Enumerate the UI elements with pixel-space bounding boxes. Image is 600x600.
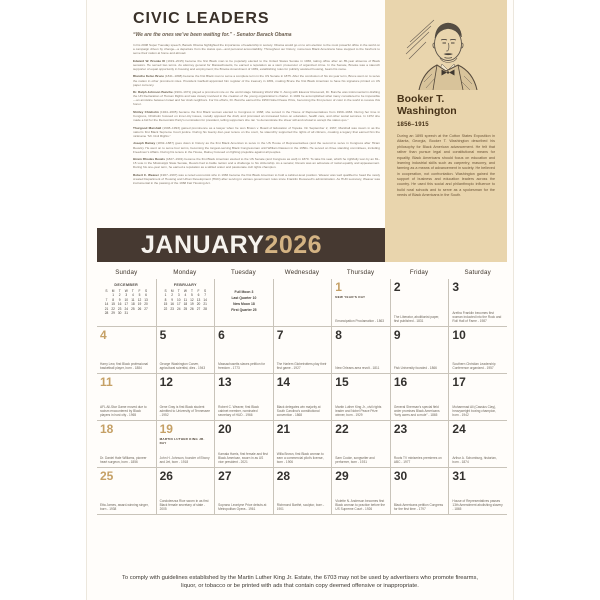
day-note: Willa Brown, first Black woman to earn a commercial pilot’s license, born - 1906 xyxy=(276,452,324,465)
day-note: Emancipation Proclamation - 1863 xyxy=(335,319,385,324)
calendar-cell xyxy=(156,279,215,326)
day-note: Black delegates win majority at South Carolina’s constitutional convention - 1868 xyxy=(276,405,321,418)
mini-calendar-grid xyxy=(100,289,153,317)
leader-name: Booker T. Washington xyxy=(397,93,457,117)
mini-calendar-cell: 26 xyxy=(137,306,142,311)
mini-calendar-cell xyxy=(136,311,143,316)
mini-calendar-cell: 14 xyxy=(104,302,109,307)
day-note: Richmond Barthé, sculptor, born - 1901 xyxy=(276,503,325,512)
mini-calendar-cell: 11 xyxy=(131,297,135,302)
calendar-cell-31 xyxy=(448,468,507,514)
calendar-cell-15 xyxy=(331,374,390,420)
calendar-page xyxy=(86,0,514,600)
civic-profile: Edward W. Brooke III (1919–2015) became the first Black man to be popularly elected to the United States Senate in 1966, taking office after an 85-year absence of Black senators. He served two terms. As attorney general for Massachusetts, he earned a reputation as a stern prosecutor of organized crime. In the Senate, Brooke was a staunch supporter of equal opportunity in housing and employment; the Brooke Amendment of 1969, establishing rules for publicly assisted housing, bears his name. xyxy=(133,58,380,71)
mini-calendar-title: DECEMBER xyxy=(114,283,139,287)
day-number: 28 xyxy=(276,469,291,483)
day-number: 13 xyxy=(218,375,232,389)
day-number: 24 xyxy=(452,422,466,436)
mini-calendar-cell: 9 xyxy=(118,297,121,302)
mini-calendar-cell: 3 xyxy=(177,293,180,298)
day-note: General Sherman’s special field order promises Black Americans “forty acres and a mule” - 1865 xyxy=(393,405,440,418)
day-note: Harry Lew, first Black professional basketball player, born - 1884 xyxy=(100,362,149,371)
calendar-cell-2 xyxy=(390,279,449,326)
month-banner xyxy=(97,228,385,262)
mini-calendar-cell xyxy=(143,311,150,316)
day-number: 7 xyxy=(276,328,284,342)
day-number: 11 xyxy=(100,375,113,389)
civic-profile: Hiram Rhodes Revels (1827–1901) became the first Black American elected to the US Senate (and Congress as well) in 1870. To take his seat, which he rightfully won by an 81–15 vote in the Mississippi State Senate, Revels had to battle racism and a challenge to his citizenship. As a senator, Revels was an advocate of racial equality and appeasement. During his one-year term, he earned a reputation as a skilled orator and passionate civil rights champion. xyxy=(133,157,380,170)
calendar-cell-10 xyxy=(448,327,507,373)
calendar-cell-17 xyxy=(448,374,507,420)
day-note: House of Representatives passes 13th Amendment abolishing slavery - 1865 xyxy=(452,499,503,512)
mini-calendar-cell: 14 xyxy=(203,297,207,302)
mini-calendar xyxy=(160,281,212,311)
mini-calendar-cell: 27 xyxy=(196,306,201,311)
mini-calendar-cell: T xyxy=(190,288,193,293)
mini-calendar-cell: S xyxy=(144,288,148,293)
mini-calendar-cell: 8 xyxy=(112,297,114,302)
mini-calendar-cell: 19 xyxy=(137,302,142,307)
mini-calendar-cell: 7 xyxy=(204,293,207,298)
mini-calendar-cell: 11 xyxy=(183,297,187,302)
mini-calendar-cell: 19 xyxy=(190,302,194,307)
mini-calendar-cell: 28 xyxy=(104,311,109,316)
mini-calendar-cell: 2 xyxy=(118,293,121,298)
mini-calendar-cell: 10 xyxy=(124,297,129,302)
mini-calendar-cell: 17 xyxy=(124,302,129,307)
mini-calendar-cell: 9 xyxy=(171,297,174,302)
leader-dates: 1856–1915 xyxy=(397,122,429,129)
mini-calendar-cell: 27 xyxy=(144,306,148,311)
mini-calendar-cell: 1 xyxy=(112,293,114,298)
mini-calendar-cell: 28 xyxy=(203,306,207,311)
calendar-cell-28 xyxy=(273,468,332,514)
day-note: AFL All-Star Game moved due to racism encountered by Black players in host city - 1965 xyxy=(100,405,147,418)
mini-calendar-cell: 25 xyxy=(131,306,135,311)
mini-calendar-cell: 13 xyxy=(144,297,148,302)
mini-calendar-cell: F xyxy=(197,288,200,293)
mini-calendar-cell: 22 xyxy=(163,306,168,311)
day-note: Arthur A. Schomburg, historian, born - 1874 xyxy=(452,456,497,465)
booker-t-washington-portrait xyxy=(402,12,490,90)
mini-calendar-cell: W xyxy=(124,288,128,293)
mini-calendar-cell: 18 xyxy=(131,302,135,307)
day-note: Gene Gray is first Black student admitted to University of Tennessee - 1952 xyxy=(159,405,210,418)
mini-calendar-cell: 6 xyxy=(197,293,200,298)
day-note: Soprano Leontyne Price debuts at Metropolitan Opera - 1961 xyxy=(218,503,267,512)
day-note: Muhammad Ali (Cassius Clay), heavyweight boxing champion, born - 1942 xyxy=(452,405,497,418)
mini-calendar-cell: 23 xyxy=(117,306,122,311)
mini-calendar-cell xyxy=(130,311,137,316)
day-note: Violette N. Anderson becomes first Black woman to practice before the US Supreme Court - 1926 xyxy=(335,499,386,512)
day-note: The Liberator, abolitionist paper, first published - 1831 xyxy=(393,315,440,324)
week-row xyxy=(97,420,507,467)
weekday-label: Thursday xyxy=(346,269,375,276)
mini-calendar-cell: 16 xyxy=(170,302,174,307)
mini-calendar-cell: 12 xyxy=(137,297,142,302)
mini-calendar-cell: 23 xyxy=(170,306,174,311)
calendar-cell-13 xyxy=(214,374,273,420)
calendar-cell-14 xyxy=(273,374,332,420)
year-title: 2026 xyxy=(264,230,323,259)
mini-calendar-cell: 7 xyxy=(105,297,108,302)
mini-calendar-cell: 2 xyxy=(171,293,174,298)
calendar-cell-12 xyxy=(156,374,215,420)
calendar-weeks xyxy=(97,279,507,515)
day-note: Fisk University founded - 1866 xyxy=(393,366,437,371)
mini-calendar-cell: S xyxy=(204,288,207,293)
mini-calendar-cell: 30 xyxy=(117,311,122,316)
mini-calendar-cell: 16 xyxy=(117,302,122,307)
calendar-cell xyxy=(214,279,273,326)
calendar-grid xyxy=(97,266,507,515)
week-row xyxy=(97,373,507,420)
mini-calendar-cell: 29 xyxy=(111,311,115,316)
day-note: George Washington Carver, agricultural scientist, dies - 1943 xyxy=(159,362,206,371)
week-row xyxy=(97,326,507,373)
mini-calendar xyxy=(100,281,153,316)
calendar-cell-29 xyxy=(331,468,390,514)
mini-calendar-cell: 25 xyxy=(183,306,188,311)
day-number: 8 xyxy=(335,328,342,342)
calendar-cell-30 xyxy=(390,468,449,514)
day-number: 19 xyxy=(159,422,173,436)
mini-calendar-cell: 5 xyxy=(138,293,141,298)
moon-phase-line: First Quarter 25 xyxy=(231,308,257,312)
calendar-cell-21 xyxy=(273,421,332,467)
calendar-cell-25 xyxy=(97,468,156,514)
mini-calendar-cell: M xyxy=(111,288,115,293)
week-row xyxy=(97,467,507,514)
day-number: 18 xyxy=(100,422,114,436)
calendar-cell-18 xyxy=(97,421,156,467)
moon-phase-line: New Moon 18 xyxy=(233,302,255,306)
mini-calendar-cell: 1 xyxy=(164,293,167,298)
calendar-cell-22 xyxy=(331,421,390,467)
calendar-cell-11 xyxy=(97,374,156,420)
day-number: 17 xyxy=(452,375,466,389)
mini-calendar-cell: 15 xyxy=(111,302,115,307)
civic-profiles xyxy=(133,59,380,185)
obama-quote: “We are the ones we’ve been waiting for.” - Senator Barack Obama xyxy=(133,32,292,38)
calendar-cell-7 xyxy=(273,327,332,373)
day-number: 3 xyxy=(452,280,460,294)
day-note: Robert C. Weaver, first Black cabinet member, nominated secretary of HUD - 1966 xyxy=(218,405,259,418)
day-number: 9 xyxy=(393,328,401,342)
footer-line-1: To comply with guidelines established by the Martin Luther King Jr. Estate, the 6703 may not be used by advertisers who promote firearms, xyxy=(121,575,479,581)
day-note: Condoleezza Rice sworn in as first Black female secretary of state - 2005 xyxy=(159,499,209,512)
calendar-cell xyxy=(97,279,156,326)
mini-calendar-cell: 20 xyxy=(144,302,148,307)
calendar-cell-19 xyxy=(156,421,215,467)
mini-calendar-cell: 22 xyxy=(111,306,115,311)
day-number: 2 xyxy=(393,280,401,294)
mini-calendar-cell: T xyxy=(118,288,121,293)
civic-profile: Blanche Kelso Bruce (1841–1898) became the first Black man to serve a complete term in the US Senate in 1875. After the conclusion of his six-year term, Bruce went on to serve the nation in other prominent roles. President Garfield appointed him register of the treasury in 1881, making Bruce the first Black American to have his signature printed on US paper currency. xyxy=(133,74,381,87)
day-number: 15 xyxy=(335,375,349,389)
calendar-cell-1 xyxy=(331,279,390,326)
calendar-cell-26 xyxy=(156,468,215,514)
day-note: Aretha Franklin becomes first woman inducted into the Rock and Roll Hall of Fame - 1987 xyxy=(452,311,502,324)
calendar-cell-16 xyxy=(390,374,449,420)
day-note: Roots TV miniseries premieres on ABC - 1977 xyxy=(393,456,442,465)
mini-calendar-cell: 31 xyxy=(124,311,129,316)
day-number: 10 xyxy=(452,328,466,342)
mini-calendar-cell: 6 xyxy=(145,293,147,298)
mini-calendar-cell: T xyxy=(131,288,134,293)
month-title: JANUARY xyxy=(141,230,265,259)
calendar-cell-3 xyxy=(448,279,507,326)
mini-calendar-cell: S xyxy=(105,288,108,293)
mini-calendar-cell: 12 xyxy=(190,297,194,302)
mini-calendar-cell: 20 xyxy=(196,302,201,307)
day-number: 4 xyxy=(100,328,107,342)
day-note: The Harlem Globetrotters play their first game - 1927 xyxy=(276,362,327,371)
weekday-label: Monday xyxy=(173,269,197,276)
day-number: 12 xyxy=(159,375,173,389)
day-number: 1 xyxy=(335,280,342,294)
mini-calendar-cell: S xyxy=(164,288,167,293)
calendar-cell-9 xyxy=(390,327,449,373)
mini-calendar-cell: 5 xyxy=(191,293,193,298)
mini-calendar-cell: 18 xyxy=(183,302,188,307)
calendar-cell-8 xyxy=(331,327,390,373)
calendar-cell-20 xyxy=(214,421,273,467)
mini-calendar-cell: F xyxy=(138,288,141,293)
mini-calendar-grid xyxy=(160,289,212,312)
day-number: 31 xyxy=(452,469,466,483)
mini-calendar-cell: 24 xyxy=(124,306,129,311)
day-number: 29 xyxy=(335,469,349,483)
mini-calendar-cell: 13 xyxy=(196,297,201,302)
civic-profile: Dr. Ralph Johnson Bunche (1904–1971) played a prominent role on the world stage following World War II. Along with Eleanor Roosevelt, Dr. Bunche was instrumental in drafting the UN Declaration of Human Rights and was closely involved in the creation of the young organization’s charter. In 1949 he accomplished what many considered to be impossible—an armistice between Israel and her Arab neighbors. For his efforts, Dr. Bunche earned the 1950 Nobel Peace Prize, becoming the first person of color in the world to receive this honor. xyxy=(133,90,380,107)
holiday-label: MARTIN LUTHER KING JR. DAY xyxy=(159,437,205,446)
day-number: 20 xyxy=(218,422,232,436)
week-row xyxy=(97,279,507,326)
calendar-cell-4 xyxy=(97,327,156,373)
mini-calendar-cell: 24 xyxy=(176,306,181,311)
day-number: 16 xyxy=(393,375,408,389)
day-note: Kamala Harris, first female and first Black American, sworn in as US vice president - 2021 xyxy=(218,452,268,465)
weekday-label: Wednesday xyxy=(284,269,320,276)
civic-profile: Thurgood Marshall (1908–1993) gained prominence as a lawyer when he won Brown v. Board of Education of Topeka. On September 2, 1967, Marshall was sworn in as the nation’s first Black Supreme Court justice. During his twenty-four-year tenure on the court, he staunchly supported the rights of all citizens, creating a legacy that earned him the nickname “Mr. Civil Rights.” xyxy=(133,125,380,138)
day-note: Etta James, award-winning singer, born - 1938 xyxy=(100,503,149,512)
calendar-cell-5 xyxy=(156,327,215,373)
mini-calendar-title: FEBRUARY xyxy=(173,283,197,287)
day-number: 21 xyxy=(276,422,291,436)
mini-calendar-cell: 21 xyxy=(104,306,109,311)
civic-intro: In his 2008 Super Tuesday speech, Barack Obama highlighted the importance of leadership in society. Obama would go on to win election to the most powerful office in the world on a campaign driven by change—a departure from the status quo—and personal accountability. Throughout our history, numerous Black Americans have stepped to the forefront to serve their nation at home and abroad. xyxy=(133,43,381,56)
moon-phase-line: Last Quarter 10 xyxy=(231,296,257,300)
mini-calendar-cell: T xyxy=(177,288,180,293)
weekday-label: Sunday xyxy=(115,269,138,276)
day-number: 23 xyxy=(393,422,408,436)
day-note: Massachusetts slaves petition for freedom - 1773 xyxy=(218,362,266,371)
day-note: Martin Luther King Jr., civil rights leader and Nobel Peace Prize winner, born - 1929 xyxy=(335,405,382,418)
day-number: 14 xyxy=(276,375,291,389)
day-number: 26 xyxy=(159,469,173,483)
mini-calendar-cell: 8 xyxy=(164,297,167,302)
mini-calendar-cell: M xyxy=(170,288,174,293)
weekday-label: Saturday xyxy=(464,269,491,276)
mini-calendar-cell: 3 xyxy=(125,293,128,298)
weekday-label: Friday xyxy=(409,269,429,276)
day-number: 25 xyxy=(100,469,114,483)
footer-line-2: liquor, or tobacco or be printed with ads that contain copy deemed offensive or inappropriate. xyxy=(181,583,419,590)
day-number: 27 xyxy=(218,469,232,483)
calendar-cell-23 xyxy=(390,421,449,467)
calendar-cell-27 xyxy=(214,468,273,514)
mini-calendar-cell: 4 xyxy=(131,293,134,298)
holiday-label: NEW YEAR’S DAY xyxy=(335,295,366,300)
moon-phase-line: Full Moon 3 xyxy=(234,290,254,294)
page-title: CIVIC LEADERS xyxy=(133,10,270,27)
civic-leaders-section xyxy=(133,10,380,189)
calendar-cell-24 xyxy=(448,421,507,467)
day-note: Sam Cooke, songwriter and performer, born - 1931 xyxy=(335,456,375,465)
leader-bio: During an 1895 speech at the Cotton States Exposition in Atlanta, Georgia, Booker T. Washington described his philosophy for Black American advancement. He felt that rather than pursue legal and constitutional means for equality, Black Americans should focus on education and learning industrial skills such as carpentry, masonry, and farming as a means of advancement in society. He believed in cooperation, not confrontation. Washington gained the support of business and education leaders across the country. He used this social and philanthropic influence to build rural schools and to serve as a spokesman for the needs of Black Americans in the South. xyxy=(397,134,495,198)
day-note: Dr. Daniel Hale Williams, pioneer heart surgeon, born - 1856 xyxy=(100,456,147,465)
mini-calendar-cell: 4 xyxy=(184,293,187,298)
mini-calendar-cell: 21 xyxy=(203,302,207,307)
mini-calendar-cell: 10 xyxy=(176,297,181,302)
compliance-footer xyxy=(87,574,513,591)
civic-profile: Joseph Rainey (1832–1887) goes down in history as the first Black American to serve in the US House of Representatives (and the second to serve in Congress after Hiram Revels). He went on to serve four terms, becoming the longest-serving Black Congressman until William Dawson in the 1950s. He served on three standing committees, including Freedmen’s Affairs. During his tenure in the House, Rainey focused on fighting prejudice against all peoples. xyxy=(133,141,381,154)
mini-calendar-cell: W xyxy=(183,288,187,293)
featured-leader-sidebar xyxy=(385,0,507,262)
civic-profile: Shirley Chisholm (1924–2005) became the first Black woman elected to Congress in 1968; she served in the House of Representatives from 1969–1983. During her time in Congress, Chisholm focused on inner-city issues, vocally opposed the draft, and promoted an increased focus on education, health care, and other social services. In 1972 she made a bid for the Democratic Party’s nomination for president, telling supporters she ran “to demonstrate the sheer will and refusal to accept the status quo.” xyxy=(133,109,380,123)
weekday-label: Tuesday xyxy=(230,269,256,276)
calendar-cell xyxy=(273,279,332,326)
day-note: Black Americans petition Congress for the first time - 1797 xyxy=(393,503,444,512)
mini-calendar-cell: 26 xyxy=(190,306,194,311)
mini-calendar-cell: 15 xyxy=(163,302,168,307)
calendar-cell-6 xyxy=(214,327,273,373)
moon-phases xyxy=(218,289,270,313)
day-note: John H. Johnson, founder of Ebony and Jet, born - 1918 xyxy=(159,456,210,465)
weekday-row xyxy=(97,266,507,279)
day-note: New Orleans area revolt - 1811 xyxy=(335,366,380,371)
day-note: Southern Christian Leadership Conference organized - 1957 xyxy=(452,362,496,371)
civic-profile: Robert C. Weaver (1907–1997) was a noted economist who in 1966 became the first Black American to hold a cabinet-level position. Weaver was well qualified to head the newly created Department of Housing and Urban Development (HUD) after serving in various government roles since Franklin Roosevelt’s administration. As HUD secretary, Weaver was instrumental in the passing of the 1968 Fair Housing Act. xyxy=(133,172,380,186)
day-number: 22 xyxy=(335,422,349,436)
day-number: 6 xyxy=(218,328,225,342)
day-number: 30 xyxy=(393,469,408,483)
day-number: 5 xyxy=(159,328,167,342)
mini-calendar-cell: 17 xyxy=(176,302,181,307)
